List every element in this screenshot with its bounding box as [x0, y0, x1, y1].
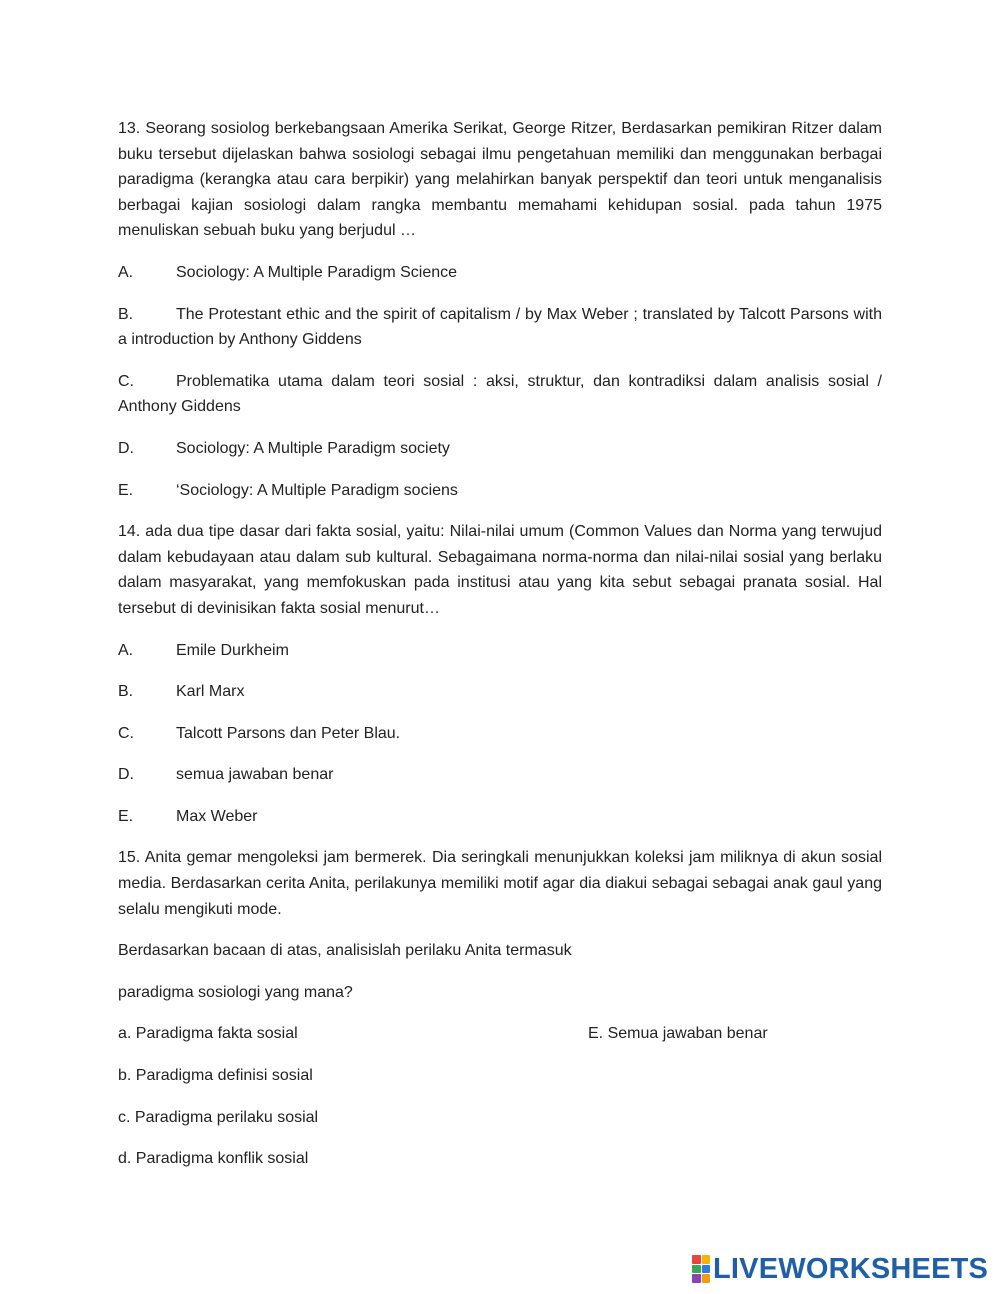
- question-15-text: 15. Anita gemar mengoleksi jam bermerek. Dia seringkali menunjukkan koleksi jam miliknya di akun sosial media. Berdasarkan cerita Anita, perilakunya memiliki motif agar dia diakui sebagai sebagai anak gaul yang selalu mengikuti mode.: [118, 849, 882, 918]
- q13-option-c: C. Problematika utama dalam teori sosial : aksi, struktur, dan kontradiksi dalam analisis sosial / Anthony Giddens: [118, 372, 882, 416]
- question-13-text: 13. Seorang sosiolog berkebangsaan Amerika Serikat, George Ritzer, Berdasarkan pemikiran Ritzer dalam buku tersebut dijelaskan bahwa sosiologi sebagai ilmu pengetahuan memiliki dan menggunakan berbagai paradigma (kerangka atau cara berpikir) yang melahirkan banyak perspektif dan teori untuk menganalisis berbagai kajian sosiologi dalam rangka membantu memahami kehidupan sosial. pada tahun 1975 menuliskan sebuah buku yang berjudul …: [118, 120, 882, 240]
- question-13-options: [118, 260, 882, 503]
- question-15-prompt-line-1: Berdasarkan bacaan di atas, analisislah perilaku Anita termasuk: [118, 942, 572, 960]
- question-15-prompt-line-2: paradigma sosiologi yang mana?: [118, 983, 353, 1001]
- q14-option-c: C. Talcott Parsons dan Peter Blau.: [118, 724, 401, 742]
- q13-option-b: B. The Protestant ethic and the spirit of capitalism / by Max Weber ; translated by Talcott Parsons with a introduction by Anthony Giddens: [118, 305, 882, 349]
- q15-option-a: a. Paradigma fakta sosial: [118, 1025, 298, 1043]
- q14-option-e: E. Max Weber: [118, 807, 258, 825]
- q15-option-d: d. Paradigma konflik sosial: [118, 1150, 309, 1168]
- question-14-options: [118, 638, 882, 830]
- liveworksheets-logo: [692, 1252, 988, 1286]
- q15-option-c: c. Paradigma perilaku sosial: [118, 1108, 319, 1126]
- q15-options-row-1: [118, 1021, 882, 1047]
- worksheet-page: [118, 116, 882, 1188]
- q14-option-d: D. semua jawaban benar: [118, 766, 334, 784]
- liveworksheets-logo-text: LIVEWORKSHEETS: [713, 1252, 989, 1285]
- q13-option-a: A. Sociology: A Multiple Paradigm Science: [118, 263, 458, 281]
- q14-option-b: B. Karl Marx: [118, 683, 245, 701]
- q15-option-b: b. Paradigma definisi sosial: [118, 1067, 313, 1085]
- q13-option-e: E. ‘Sociology: A Multiple Paradigm sociens: [118, 481, 458, 499]
- q14-option-a: A. Emile Durkheim: [118, 641, 289, 659]
- question-14-text: 14. ada dua tipe dasar dari fakta sosial, yaitu: Nilai-nilai umum (Common Values dan Norma yang terwujud dalam kebudayaan atau dalam sub kultural. Sebagaimana norma-norma dan nilai-nilai sosial yang berlaku dalam masyarakat, yang memfokuskan pada institusi atau yang kita sebut sebagai pranata sosial. Hal tersebut di devinisikan fakta sosial menurut…: [118, 523, 882, 617]
- q15-option-e: E. Semua jawaban benar: [588, 1025, 768, 1043]
- liveworksheets-logo-icon: [692, 1255, 710, 1283]
- q13-option-d: D. Sociology: A Multiple Paradigm society: [118, 439, 450, 457]
